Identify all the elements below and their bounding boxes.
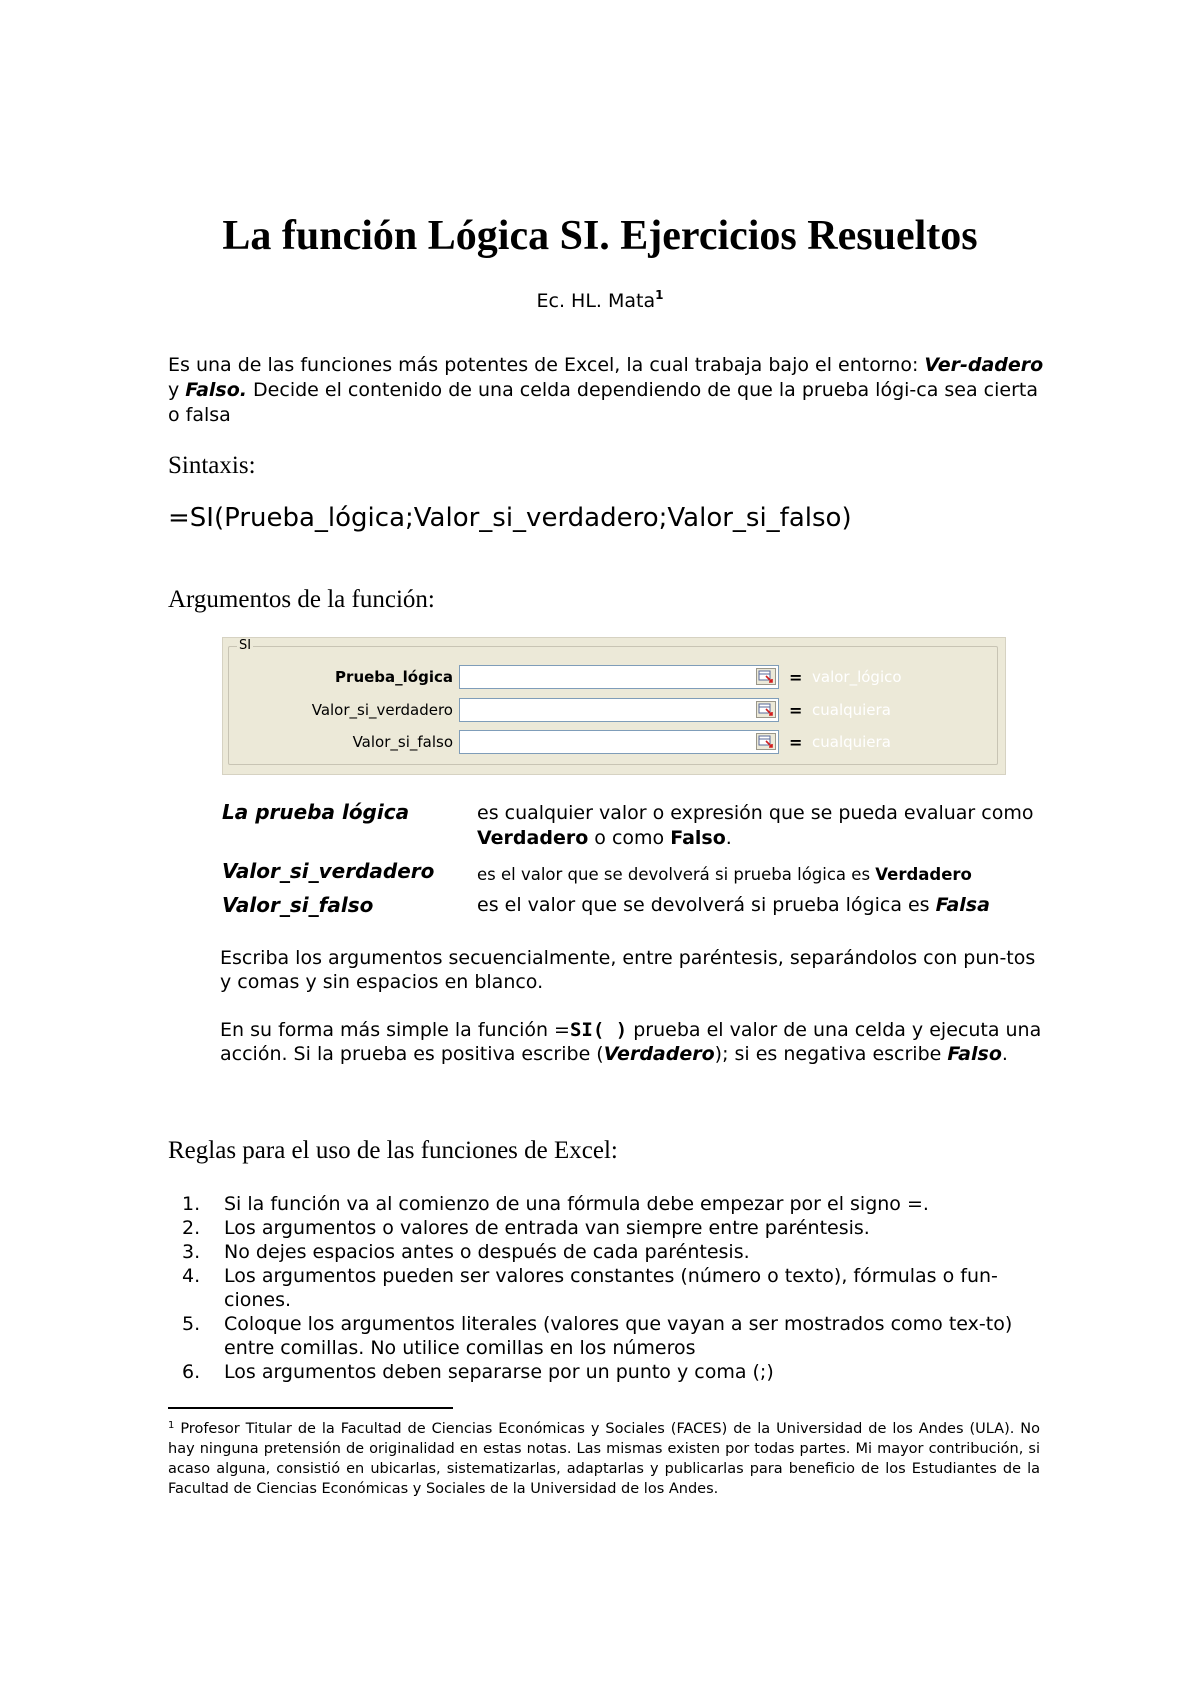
intro-bold-verdadero: Ver-dadero — [924, 354, 1044, 376]
bold-falso: Falso — [947, 1043, 1002, 1065]
definition-term-prueba-logica: La prueba lógica — [222, 800, 410, 824]
list-text: Los argumentos pueden ser valores constantes (número o texto), fórmulas o fun-ciones. — [224, 1265, 998, 1311]
field-result-prueba-logica: valor_lógico — [812, 668, 902, 686]
dialog-row-valor-si-verdadero — [229, 698, 997, 724]
dialog-row-valor-si-falso — [229, 730, 997, 756]
paragraph-text: . — [1001, 1043, 1008, 1065]
document-title: La función Lógica SI. Ejercicios Resueltos — [222, 213, 978, 259]
list-item — [168, 1360, 1048, 1384]
list-item — [168, 1192, 1048, 1216]
definition-bold-verdadero: Verdadero — [477, 827, 589, 849]
field-label-prueba-logica: Prueba_lógica — [335, 668, 453, 686]
field-label-valor-si-verdadero: Valor_si_verdadero — [311, 701, 453, 719]
arguments-instruction-paragraph: Escriba los argumentos secuencialmente, entre paréntesis, separándolos con pun-tos y comas y sin espacios en blanco. — [220, 947, 1036, 993]
list-number: 6. — [182, 1361, 201, 1383]
paragraph-text: prueba el valor de una celda y ejecuta una acción. Si la prueba es positiva escribe ( — [220, 1019, 1042, 1065]
list-item — [168, 1216, 1048, 1240]
definition-term-valor-si-falso: Valor_si_falso — [222, 893, 374, 917]
definition-bold-verdadero: Verdadero — [875, 865, 972, 884]
list-text: Los argumentos o valores de entrada van siempre entre paréntesis. — [224, 1217, 870, 1239]
field-label-valor-si-falso: Valor_si_falso — [352, 733, 453, 751]
definition-term-valor-si-verdadero: Valor_si_verdadero — [222, 859, 435, 883]
collapse-dialog-icon[interactable] — [756, 733, 776, 750]
list-text: Los argumentos deben separarse por un punto y coma (;) — [224, 1361, 774, 1383]
list-number: 4. — [182, 1265, 201, 1287]
definition-bold-falso: Falso — [670, 827, 726, 849]
footnote-separator — [168, 1407, 453, 1409]
list-number: 5. — [182, 1313, 201, 1335]
function-arguments-dialog — [222, 637, 1006, 775]
simple-form-paragraph — [220, 1018, 1050, 1066]
syntax-heading: Sintaxis: — [168, 452, 256, 479]
footnote — [168, 1416, 1040, 1499]
author-name: Ec. HL. Mata — [536, 290, 656, 312]
definition-desc-valor-si-falso — [477, 893, 1037, 918]
function-code: SI( ) — [569, 1019, 628, 1041]
footnote-mark: 1 — [168, 1420, 175, 1431]
intro-text-1: Es una de las funciones más potentes de Excel, la cual trabaja bajo el entorno: — [168, 354, 925, 376]
definition-bold-falsa: Falsa — [935, 894, 990, 916]
list-number: 3. — [182, 1241, 201, 1263]
syntax-formula: =SI(Prueba_lógica;Valor_si_verdadero;Valor_si_falso) — [168, 503, 852, 533]
paragraph-text: ); si es negativa escribe — [714, 1043, 948, 1065]
list-number: 1. — [182, 1193, 201, 1215]
definition-desc-valor-si-verdadero — [477, 862, 1037, 887]
equals-sign: = — [789, 733, 803, 752]
collapse-dialog-icon[interactable] — [756, 668, 776, 685]
equals-sign: = — [789, 668, 803, 687]
definition-text: o como — [588, 827, 671, 849]
valor-si-verdadero-input[interactable] — [459, 698, 779, 722]
footnote-text: Profesor Titular de la Facultad de Ciencias Económicas y Sociales (FACES) de la Universidad de los Andes (ULA). No hay ninguna pretensión de originalidad en estas notas. Las mismas existen por todas partes. Mi mayor contribución, si acaso alguna, consistió en ubicarlas, sistematizarlas, adaptarlas y publicarlas para beneficio de los Estudiantes de la Facultad de Ciencias Económicas y Sociales de la Universidad de los Andes. — [168, 1421, 1040, 1497]
group-label: SI — [239, 638, 252, 653]
list-text: Si la función va al comienzo de una fórmula debe empezar por el signo =. — [224, 1193, 929, 1215]
collapse-dialog-icon[interactable] — [756, 701, 776, 718]
list-number: 2. — [182, 1217, 201, 1239]
definition-text: es cualquier valor o expresión que se pueda evaluar como — [477, 802, 1034, 824]
dialog-row-prueba-logica — [229, 665, 997, 691]
author-line — [0, 288, 1200, 312]
list-item — [168, 1312, 1048, 1360]
intro-paragraph — [168, 353, 1048, 428]
intro-text-2: y — [168, 379, 186, 401]
list-item — [168, 1264, 1048, 1312]
si-group-box — [228, 638, 998, 765]
definition-desc-prueba-logica — [477, 801, 1037, 851]
intro-bold-falso: Falso. — [185, 379, 248, 401]
definition-text: es el valor que se devolverá si prueba lógica es — [477, 894, 936, 916]
field-result-valor-si-verdadero: cualquiera — [812, 701, 891, 719]
list-text: No dejes espacios antes o después de cada paréntesis. — [224, 1241, 750, 1263]
definition-text: es el valor que se devolverá si prueba lógica es — [477, 865, 876, 884]
valor-si-falso-input[interactable] — [459, 730, 779, 754]
field-result-valor-si-falso: cualquiera — [812, 733, 891, 751]
list-text: Coloque los argumentos literales (valores que vayan a ser mostrados como tex-to) entre comillas. No utilice comillas en los números — [224, 1313, 1013, 1359]
paragraph-text: En su forma más simple la función = — [220, 1019, 570, 1041]
prueba-logica-input[interactable] — [459, 665, 779, 689]
intro-text-3: Decide el contenido de una celda dependiendo de que la prueba lógi-ca sea cierta o falsa — [168, 379, 1038, 426]
rules-heading: Reglas para el uso de las funciones de Excel: — [168, 1137, 618, 1164]
equals-sign: = — [789, 701, 803, 720]
definition-text: . — [725, 827, 732, 849]
bold-verdadero: Verdadero — [603, 1043, 715, 1065]
arguments-heading: Argumentos de la función: — [168, 586, 435, 613]
rules-list — [168, 1192, 1048, 1384]
list-item — [168, 1240, 1048, 1264]
footnote-marker: 1 — [655, 288, 664, 302]
